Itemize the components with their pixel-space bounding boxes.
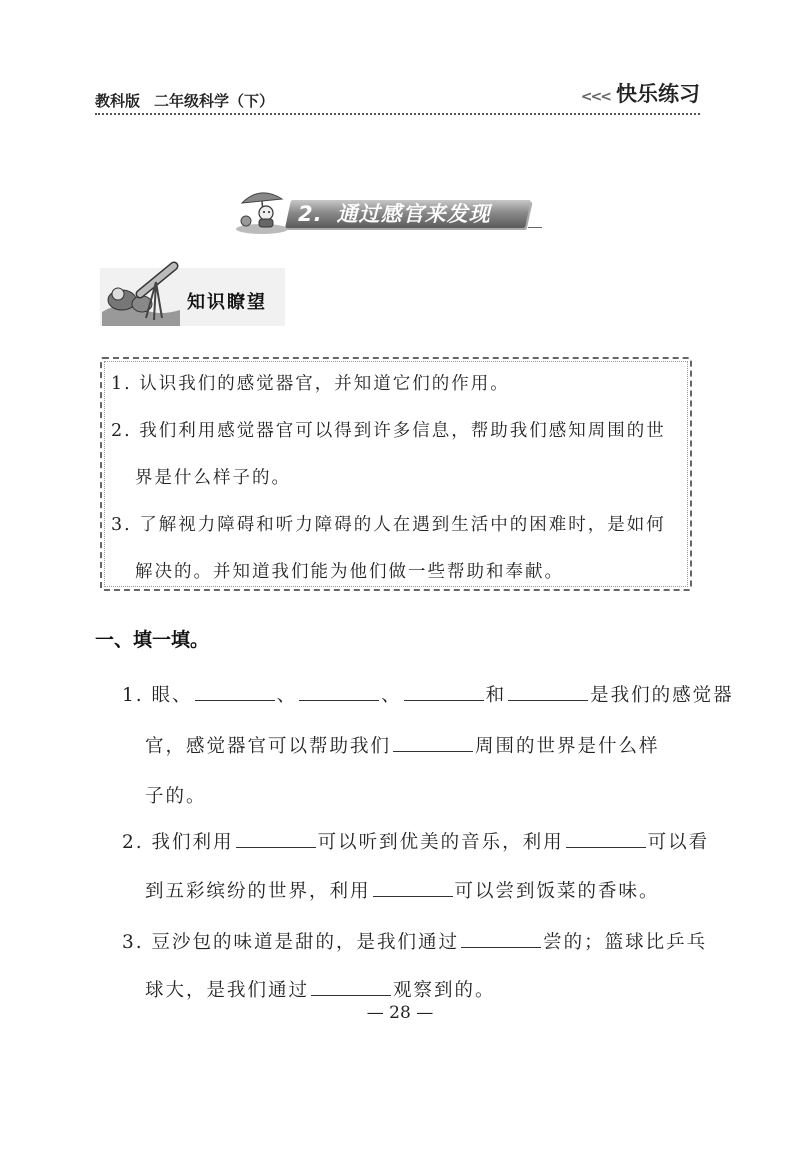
q1-text-2: 、 [276, 685, 298, 706]
q2-number: 2. [122, 832, 152, 853]
q3-text-4: 观察到的。 [393, 980, 496, 1001]
knowledge-objectives-box [100, 357, 692, 591]
series-title [581, 78, 700, 108]
objective-2-line2: 界是什么样子的。 [135, 468, 291, 488]
q1-text-5: 是我们的感觉器 [590, 685, 734, 706]
q3-text-2: 尝的；篮球比乒乓 [543, 932, 708, 953]
lesson-number: 2. [298, 202, 323, 226]
book-title: 二年级科学（下） [154, 92, 275, 110]
book-info [95, 90, 288, 111]
q2-blank-2[interactable] [566, 829, 646, 848]
publisher-label: 教科版 [95, 92, 141, 110]
question-2-line1 [122, 828, 709, 854]
q2-text-1: 我们利用 [151, 832, 234, 853]
q1-text-1: 眼、 [151, 685, 193, 706]
knowledge-section-header [100, 260, 285, 326]
q2-blank-1[interactable] [236, 829, 316, 848]
series-label: 快乐练习 [616, 82, 700, 106]
q1-blank-2[interactable] [299, 682, 379, 701]
q1-text-4: 和 [485, 685, 507, 706]
page-header [95, 78, 700, 112]
banner-underline [528, 227, 542, 228]
q1-text-6: 官，感觉器官可以帮助我们 [145, 736, 392, 757]
objective-3-line1: 3. 了解视力障碍和听力障碍的人在遇到生活中的困难时，是如何 [111, 515, 666, 535]
q2-blank-3[interactable] [373, 878, 453, 897]
q3-blank-2[interactable] [311, 977, 391, 996]
q3-blank-1[interactable] [461, 929, 541, 948]
q2-text-4: 到五彩缤纷的世界，利用 [145, 881, 371, 902]
q1-text-3: 、 [381, 685, 402, 706]
question-1-line3: 子的。 [145, 786, 207, 807]
page-number: — 28 — [366, 1003, 434, 1023]
q1-text-7: 周围的世界是什么样 [475, 736, 660, 757]
question-1-line1 [122, 681, 734, 707]
section-title: 知识瞭望 [187, 292, 267, 313]
q2-text-3: 可以看 [647, 832, 710, 853]
header-divider [95, 113, 700, 115]
question-3-line2 [145, 976, 496, 1002]
q1-blank-3[interactable] [404, 682, 484, 701]
lesson-title [298, 200, 491, 228]
cartoon-character-icon [232, 185, 292, 235]
arrows-icon: <<< [580, 89, 610, 105]
q2-text-2: 可以听到优美的音乐，利用 [317, 832, 564, 853]
question-3-line1 [122, 928, 707, 954]
q3-text-1: 豆沙包的味道是甜的，是我们通过 [151, 932, 460, 953]
q1-number: 1. [122, 685, 152, 706]
lesson-title-text: 通过感官来发现 [336, 202, 491, 226]
q1-blank-1[interactable] [195, 682, 275, 701]
objective-3-line2: 解决的。并知道我们能为他们做一些帮助和奉献。 [135, 562, 564, 582]
lesson-banner [232, 185, 542, 235]
q1-blank-5[interactable] [393, 733, 473, 752]
objective-1: 1. 认识我们的感觉器官，并知道它们的作用。 [111, 374, 510, 394]
q3-number: 3. [122, 932, 152, 953]
exercise-title: 一、填一填。 [95, 629, 210, 651]
objective-2-line1: 2. 我们利用感觉器官可以得到许多信息，帮助我们感知周围的世 [111, 421, 666, 441]
question-1-line2 [145, 732, 660, 758]
q3-text-3: 球大，是我们通过 [145, 980, 310, 1001]
q2-text-5: 可以尝到饭菜的香味。 [454, 881, 660, 902]
question-2-line2 [145, 877, 660, 903]
q1-blank-4[interactable] [508, 682, 588, 701]
